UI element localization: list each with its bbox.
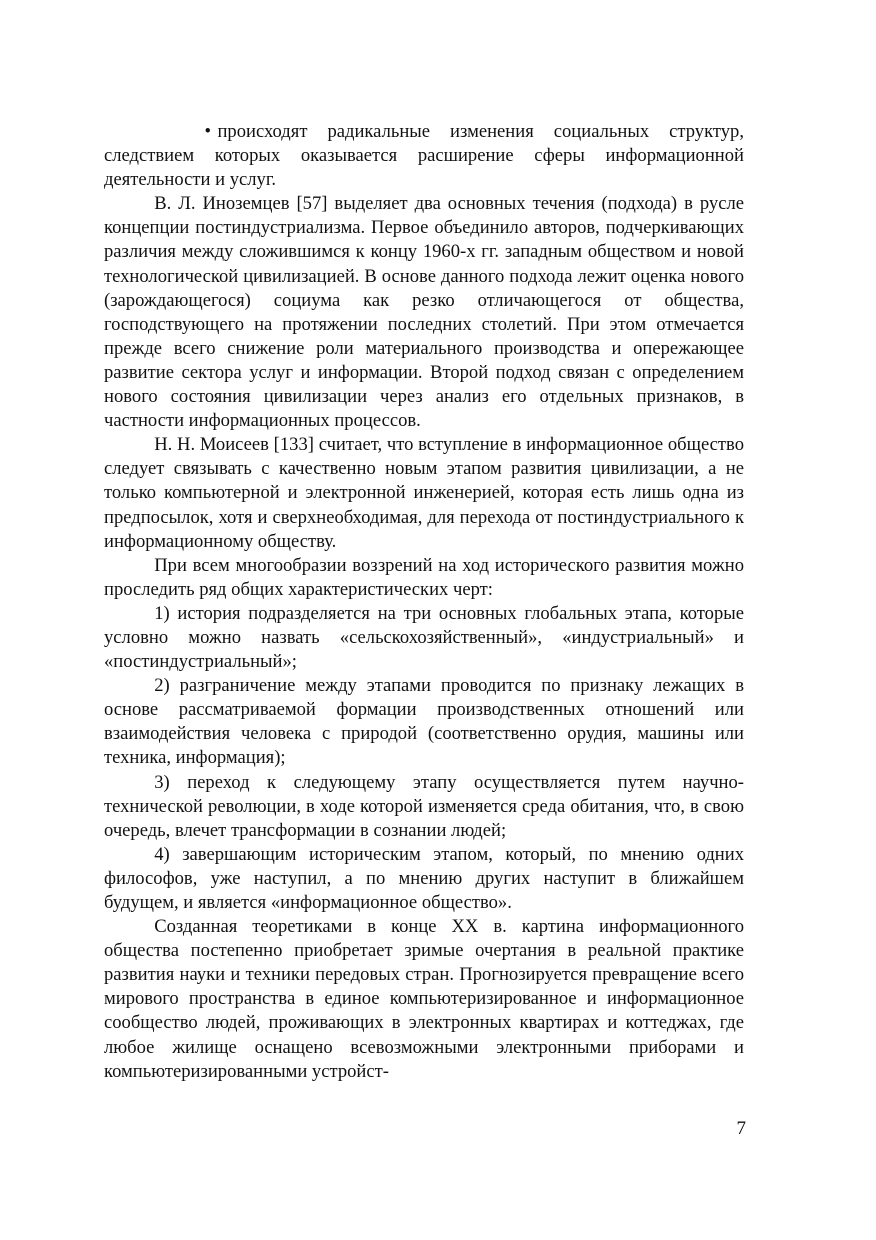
bullet-icon: • (204, 121, 211, 142)
bullet-item (104, 120, 744, 192)
paragraph-inozemtsev: В. Л. Иноземцев [57] выделяет два основных течения (подхода) в русле концепции постиндустриализма. Первое объединило авторов, подчеркивающих различия между сложившимся к концу 1960-х гг. западным обществом и новой технологической цивилизацией. В основе данного подхода лежит оценка нового (зарождающегося) социума как резко отличающегося от общества, господствующего на протяжении последних столетий. При этом отмечается прежде всего снижение роли материального производства и опережающее развитие сектора услуг и информации. Второй подход связан с определением нового состояния цивилизации через анализ его отдельных признаков, в частности информационных процессов. (104, 193, 744, 432)
page-body (104, 120, 744, 1084)
paragraph-information-society: Созданная теоретиками в конце XX в. картина информационного общества постепенно приобретает зримые очертания в реальной практике развития науки и техники передовых стран. Прогнозируется превращение всего мирового пространства в единое компьютеризированное и информационное сообщество людей, проживающих в электронных квартирах и коттеджах, где любое жилище оснащено всевозможными электронными приборами и компьютеризированными устройст- (104, 916, 744, 1082)
paragraph-common-features: При всем многообразии воззрений на ход исторического развития можно проследить ряд общих характеристических черт: (104, 554, 744, 600)
paragraph-moiseev: Н. Н. Моисеев [133] считает, что вступление в информационное общество следует связывать с качественно новым этапом развития цивилизации, а не только компьютерной и электронной инженерией, которая есть лишь одна из предпосылок, хотя и сверхнеобходимая, для перехода от постиндустриального к информационному обществу. (104, 434, 744, 552)
list-item-4: 4) завершающим историческим этапом, который, по мнению одних философов, уже наступил, а по мнению других наступит в ближайшем будущем, и является «информационное общество». (104, 843, 744, 913)
list-item-3: 3) переход к следующему этапу осуществляется путем научно-технической революции, в ходе которой изменяется среда обитания, что, в свою очередь, влечет трансформации в сознании людей; (104, 771, 744, 841)
page-number: 7 (736, 1118, 746, 1139)
list-item-2: 2) разграничение между этапами проводится по признаку лежащих в основе рассматриваемой формации производственных отношений или взаимодействия человека с природой (соответственно орудия, машины или техника, информация); (104, 675, 744, 769)
list-item-1: 1) история подразделяется на три основных глобальных этапа, которые условно можно назвать «сельскохозяйственный», «индустриальный» и «постиндустриальный»; (104, 602, 744, 673)
bullet-text: происходят радикальные изменения социальных структур, следствием которых оказывается расширение сферы информационной деятельности и услуг. (104, 121, 744, 191)
